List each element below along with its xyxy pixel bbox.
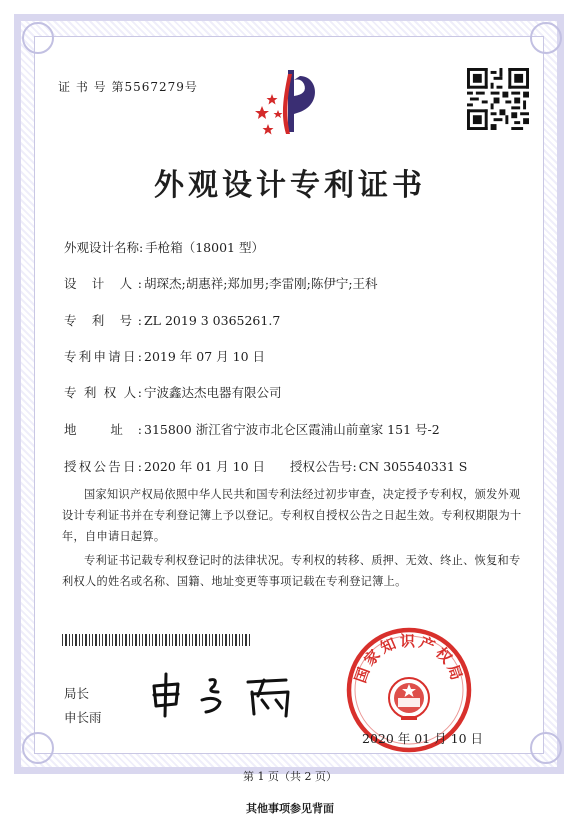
filing-date-value: 2019 年 07 月 10 日 [144,349,265,364]
corner-ornament [530,22,562,54]
cnipa-logo-icon [248,66,328,140]
grant-date-value: 2020 年 01 月 10 日 [144,459,265,474]
certificate-number-suffix: 号 [184,80,198,94]
qr-code-icon [467,68,529,130]
corner-ornament [530,732,562,764]
page-indicator: 第 1 页（共 2 页） [243,770,337,783]
national-emblem-icon [389,678,429,720]
designers-row [64,274,378,292]
filing-date-row [64,347,265,365]
design-name-label: 外观设计名称: [64,240,144,255]
certificate-number [58,78,198,95]
grant-date-label: 授权公告日: [64,459,142,474]
filing-date-label: 专利申请日: [64,349,142,364]
footer-note: 其他事项参见背面 [246,802,334,815]
designers-value: 胡琛杰;胡惠祥;郑加男;李雷刚;陈伊宁;王科 [144,276,378,291]
address-label: 地 址: [64,422,142,437]
director-title: 局长 [64,686,90,701]
seal-date: 2020 年 01 月 10 日 [362,731,483,746]
designers-label: 设 计 人: [64,276,142,291]
patentee-label: 专 利 权 人: [64,385,142,400]
patent-number-row [64,311,280,329]
corner-ornament [22,22,54,54]
patent-number-label: 专 利 号: [64,313,142,328]
grant-date-row [64,457,265,475]
grant-statement: 国家知识产权局依照中华人民共和国专利法经过初步审查，决定授予专利权，颁发外观设计专利证书并在专利登记簿上予以登记。专利权自授权公告之日起生效。专利权期限为十年，自申请日起算。 [62,488,522,543]
certificate-title: 外观设计专利证书 [154,168,426,203]
address-row [64,420,440,438]
design-name-row [64,238,264,256]
barcode-icon [62,634,252,646]
certificate-number-value: 5567279 [124,80,185,94]
director-name: 申长雨 [64,710,102,725]
patentee-row [64,383,282,401]
seal-text: 国家知识产权局 [351,632,467,686]
grant-number-label: 授权公告号: [290,459,357,474]
corner-ornament [22,732,54,764]
design-name-value: 手枪箱（18001 型） [145,240,264,255]
legal-status-statement: 专利证书记载专利权登记时的法律状况。专利权的转移、质押、无效、终止、恢复和专利权人的姓名或名称、国籍、地址变更等事项记载在专利登记簿上。 [62,554,521,588]
grant-number-value: CN 305540331 S [358,459,468,474]
patent-number-value: ZL 2019 3 0365261.7 [144,313,281,328]
address-value: 315800 浙江省宁波市北仑区霞浦山前童家 151 号-2 [144,422,440,437]
grant-number-row [290,457,467,475]
director-signature [148,670,308,720]
certificate-number-label: 证 书 号 第 [58,80,125,94]
patentee-value: 宁波鑫达杰电器有限公司 [144,385,282,400]
